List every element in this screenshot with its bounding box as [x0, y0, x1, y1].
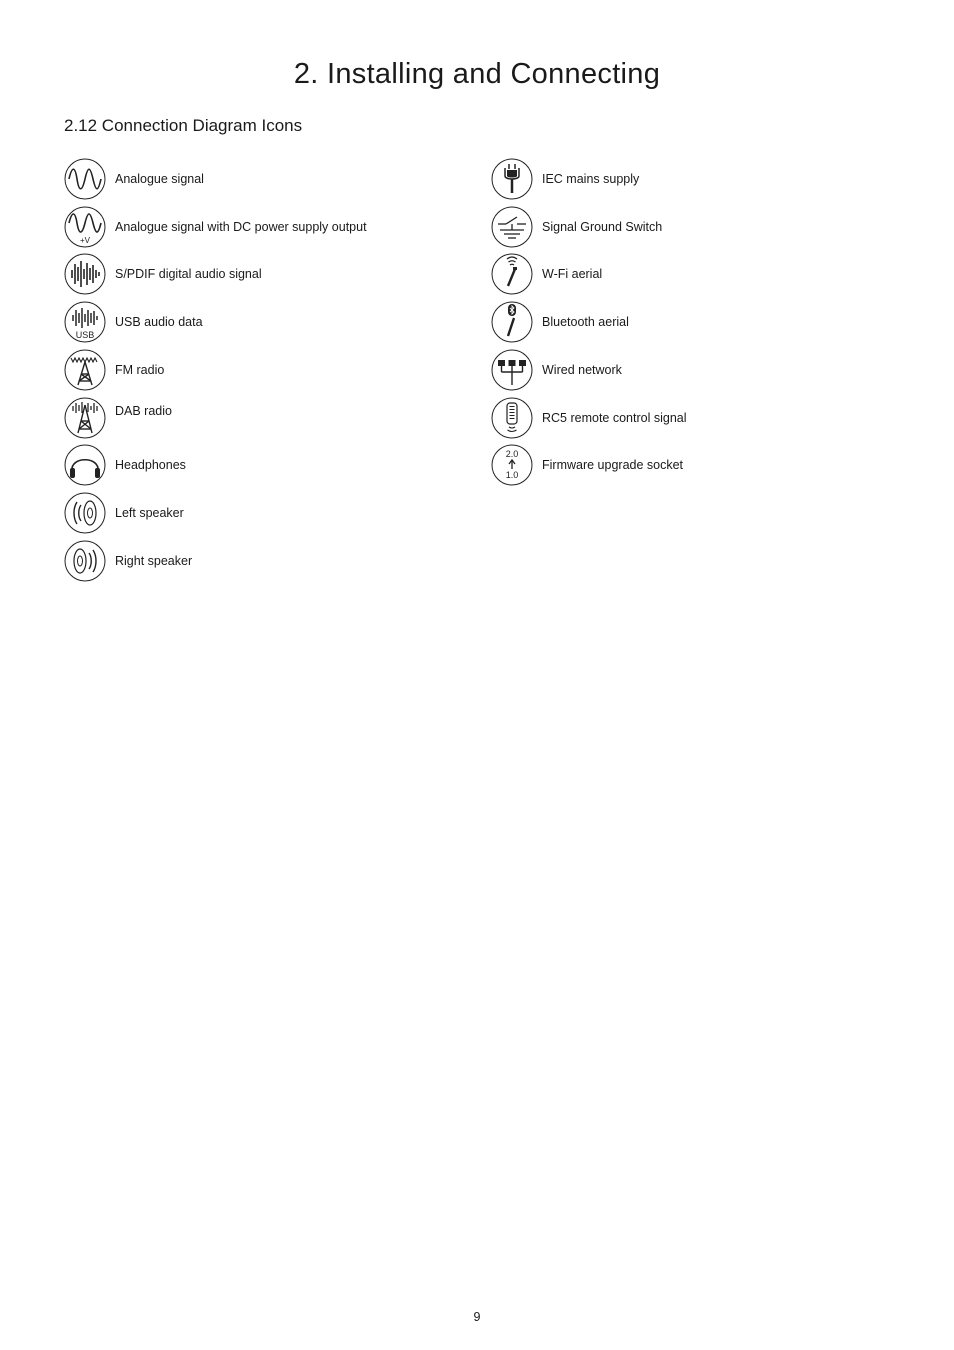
iec-mains-icon — [491, 158, 533, 200]
version-new-text: 2.0 — [505, 449, 519, 459]
list-item — [491, 205, 662, 249]
list-item — [64, 205, 367, 249]
list-item — [491, 396, 687, 440]
icon-label: Firmware upgrade socket — [542, 458, 684, 472]
icon-label: Headphones — [115, 458, 186, 472]
spdif-icon — [64, 253, 106, 295]
bluetooth-aerial-icon — [491, 301, 533, 343]
fm-radio-icon — [64, 349, 106, 391]
version-old-text: 1.0 — [505, 470, 519, 480]
analogue-dc-icon — [64, 206, 106, 248]
icon-label: Bluetooth aerial — [542, 315, 629, 329]
ground-switch-icon — [491, 206, 533, 248]
list-item — [64, 300, 203, 344]
page-number: 9 — [473, 1310, 481, 1324]
icon-label: S/PDIF digital audio signal — [115, 267, 262, 281]
rc5-remote-icon — [491, 397, 533, 439]
dab-radio-icon — [64, 397, 106, 439]
list-item — [64, 252, 262, 296]
list-item — [64, 396, 172, 440]
list-item — [64, 539, 192, 583]
right-speaker-icon — [64, 540, 106, 582]
icon-label: USB audio data — [115, 315, 203, 329]
icon-label: Left speaker — [115, 506, 184, 520]
icon-label: IEC mains supply — [542, 172, 640, 186]
list-item — [64, 443, 186, 487]
dc-voltage-text: +V — [79, 236, 91, 245]
list-item — [491, 252, 602, 296]
icon-label: Wired network — [542, 363, 622, 377]
icon-label: Signal Ground Switch — [542, 220, 663, 234]
page-title: 2. Installing and Connecting — [293, 58, 661, 90]
usb-text: USB — [75, 330, 95, 340]
list-item — [64, 157, 204, 201]
usb-audio-icon — [64, 301, 106, 343]
list-item — [491, 157, 639, 201]
list-item — [491, 348, 622, 392]
icon-label: FM radio — [115, 363, 165, 377]
icon-label: Analogue signal with DC power supply output — [115, 220, 367, 234]
list-item — [491, 443, 683, 487]
list-item — [64, 348, 164, 392]
list-item — [64, 491, 184, 535]
icon-label: RC5 remote control signal — [542, 411, 687, 425]
analogue-signal-icon — [64, 158, 106, 200]
wired-network-icon — [491, 349, 533, 391]
headphones-icon — [64, 444, 106, 486]
icon-label: DAB radio — [115, 404, 172, 418]
firmware-upgrade-icon — [491, 444, 533, 486]
wifi-aerial-icon — [491, 253, 533, 295]
icon-label: Analogue signal — [115, 172, 204, 186]
icon-label: Right speaker — [115, 554, 193, 568]
section-title: 2.12 Connection Diagram Icons — [64, 116, 303, 135]
list-item — [491, 300, 629, 344]
left-speaker-icon — [64, 492, 106, 534]
icon-label: W-Fi aerial — [542, 267, 603, 281]
